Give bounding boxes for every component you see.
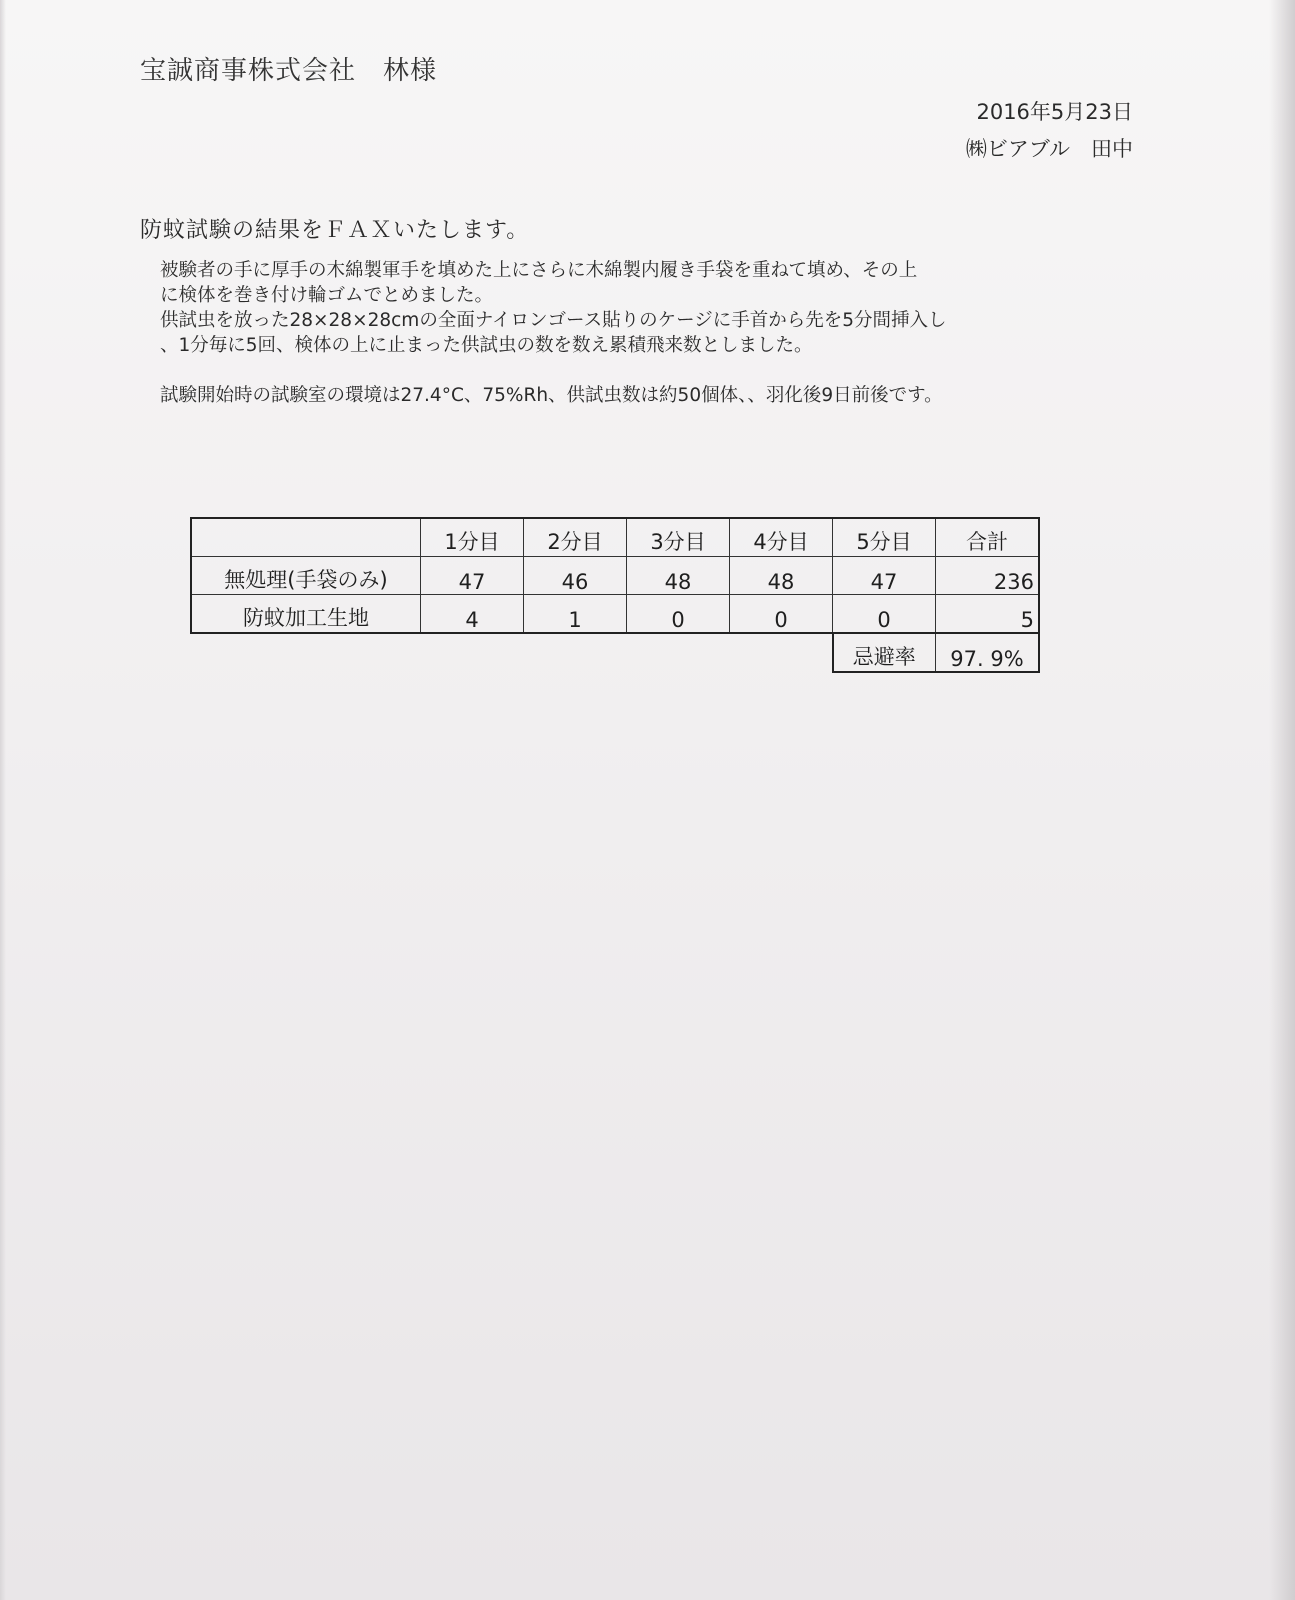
results-table-wrapper: [190, 517, 1040, 673]
table-header-row: [191, 518, 1039, 557]
page-shadow-left: [0, 0, 6, 1600]
body-line-5: 試験開始時の試験室の環境は27.4°C、75%Rh、供試虫数は約50個体、、羽化後9日前後です。: [160, 385, 943, 406]
blank-cell: [421, 633, 524, 672]
body-line-1: 被験者の手に厚手の木綿製軍手を填めた上にさらに木綿製内履き手袋を重ねて填め、その上: [160, 260, 918, 281]
avoidance-rate-value: 97. 9%: [936, 633, 1040, 672]
table-row-treated: [191, 595, 1039, 634]
blank-cell: [627, 633, 730, 672]
header-cell-total: 合計: [936, 518, 1040, 557]
cell-untreated-total: 236: [936, 557, 1040, 595]
header-cell-empty: [191, 518, 421, 557]
document-heading: 防蚊試験の結果をＦＡＸいたします。: [140, 218, 530, 243]
cell-untreated-min1: 47: [421, 557, 524, 595]
paragraph-spacer: [160, 358, 1120, 383]
row-label-untreated: 無処理(手袋のみ): [191, 557, 421, 595]
results-table: [190, 517, 1040, 673]
body-line-2: に検体を巻き付け輪ゴムでとめました。: [160, 285, 494, 306]
date: 2016年5月23日: [976, 100, 1133, 124]
header-cell-min4: 4分目: [730, 518, 833, 557]
header-cell-min5: 5分目: [833, 518, 936, 557]
cell-treated-min1: 4: [421, 595, 524, 634]
cell-treated-min3: 0: [627, 595, 730, 634]
cell-treated-min4: 0: [730, 595, 833, 634]
blank-cell: [730, 633, 833, 672]
body-line-3: 供試虫を放った28×28×28cmの全面ナイロンゴース貼りのケージに手首から先を5分間挿入し: [160, 310, 947, 331]
blank-cell: [524, 633, 627, 672]
body-text: [160, 258, 1120, 408]
body-line-4: 、1分毎に5回、検体の上に止まった供試虫の数を数え累積飛来数としました。: [160, 335, 813, 356]
cell-untreated-min4: 48: [730, 557, 833, 595]
page-shadow-right: [1269, 0, 1295, 1600]
table-row-untreated: [191, 557, 1039, 595]
row-label-treated: 防蚊加工生地: [191, 595, 421, 634]
header-cell-min1: 1分目: [421, 518, 524, 557]
table-row-avoidance: [191, 633, 1039, 672]
cell-untreated-min5: 47: [833, 557, 936, 595]
cell-treated-min2: 1: [524, 595, 627, 634]
header-cell-min3: 3分目: [627, 518, 730, 557]
blank-cell: [191, 633, 421, 672]
avoidance-rate-label: 忌避率: [833, 633, 936, 672]
cell-untreated-min2: 46: [524, 557, 627, 595]
sender: ㈱ビアブル 田中: [965, 137, 1133, 161]
header-cell-min2: 2分目: [524, 518, 627, 557]
cell-treated-min5: 0: [833, 595, 936, 634]
cell-untreated-min3: 48: [627, 557, 730, 595]
recipient: 宝誠商事株式会社 林様: [140, 56, 438, 86]
cell-treated-total: 5: [936, 595, 1040, 634]
